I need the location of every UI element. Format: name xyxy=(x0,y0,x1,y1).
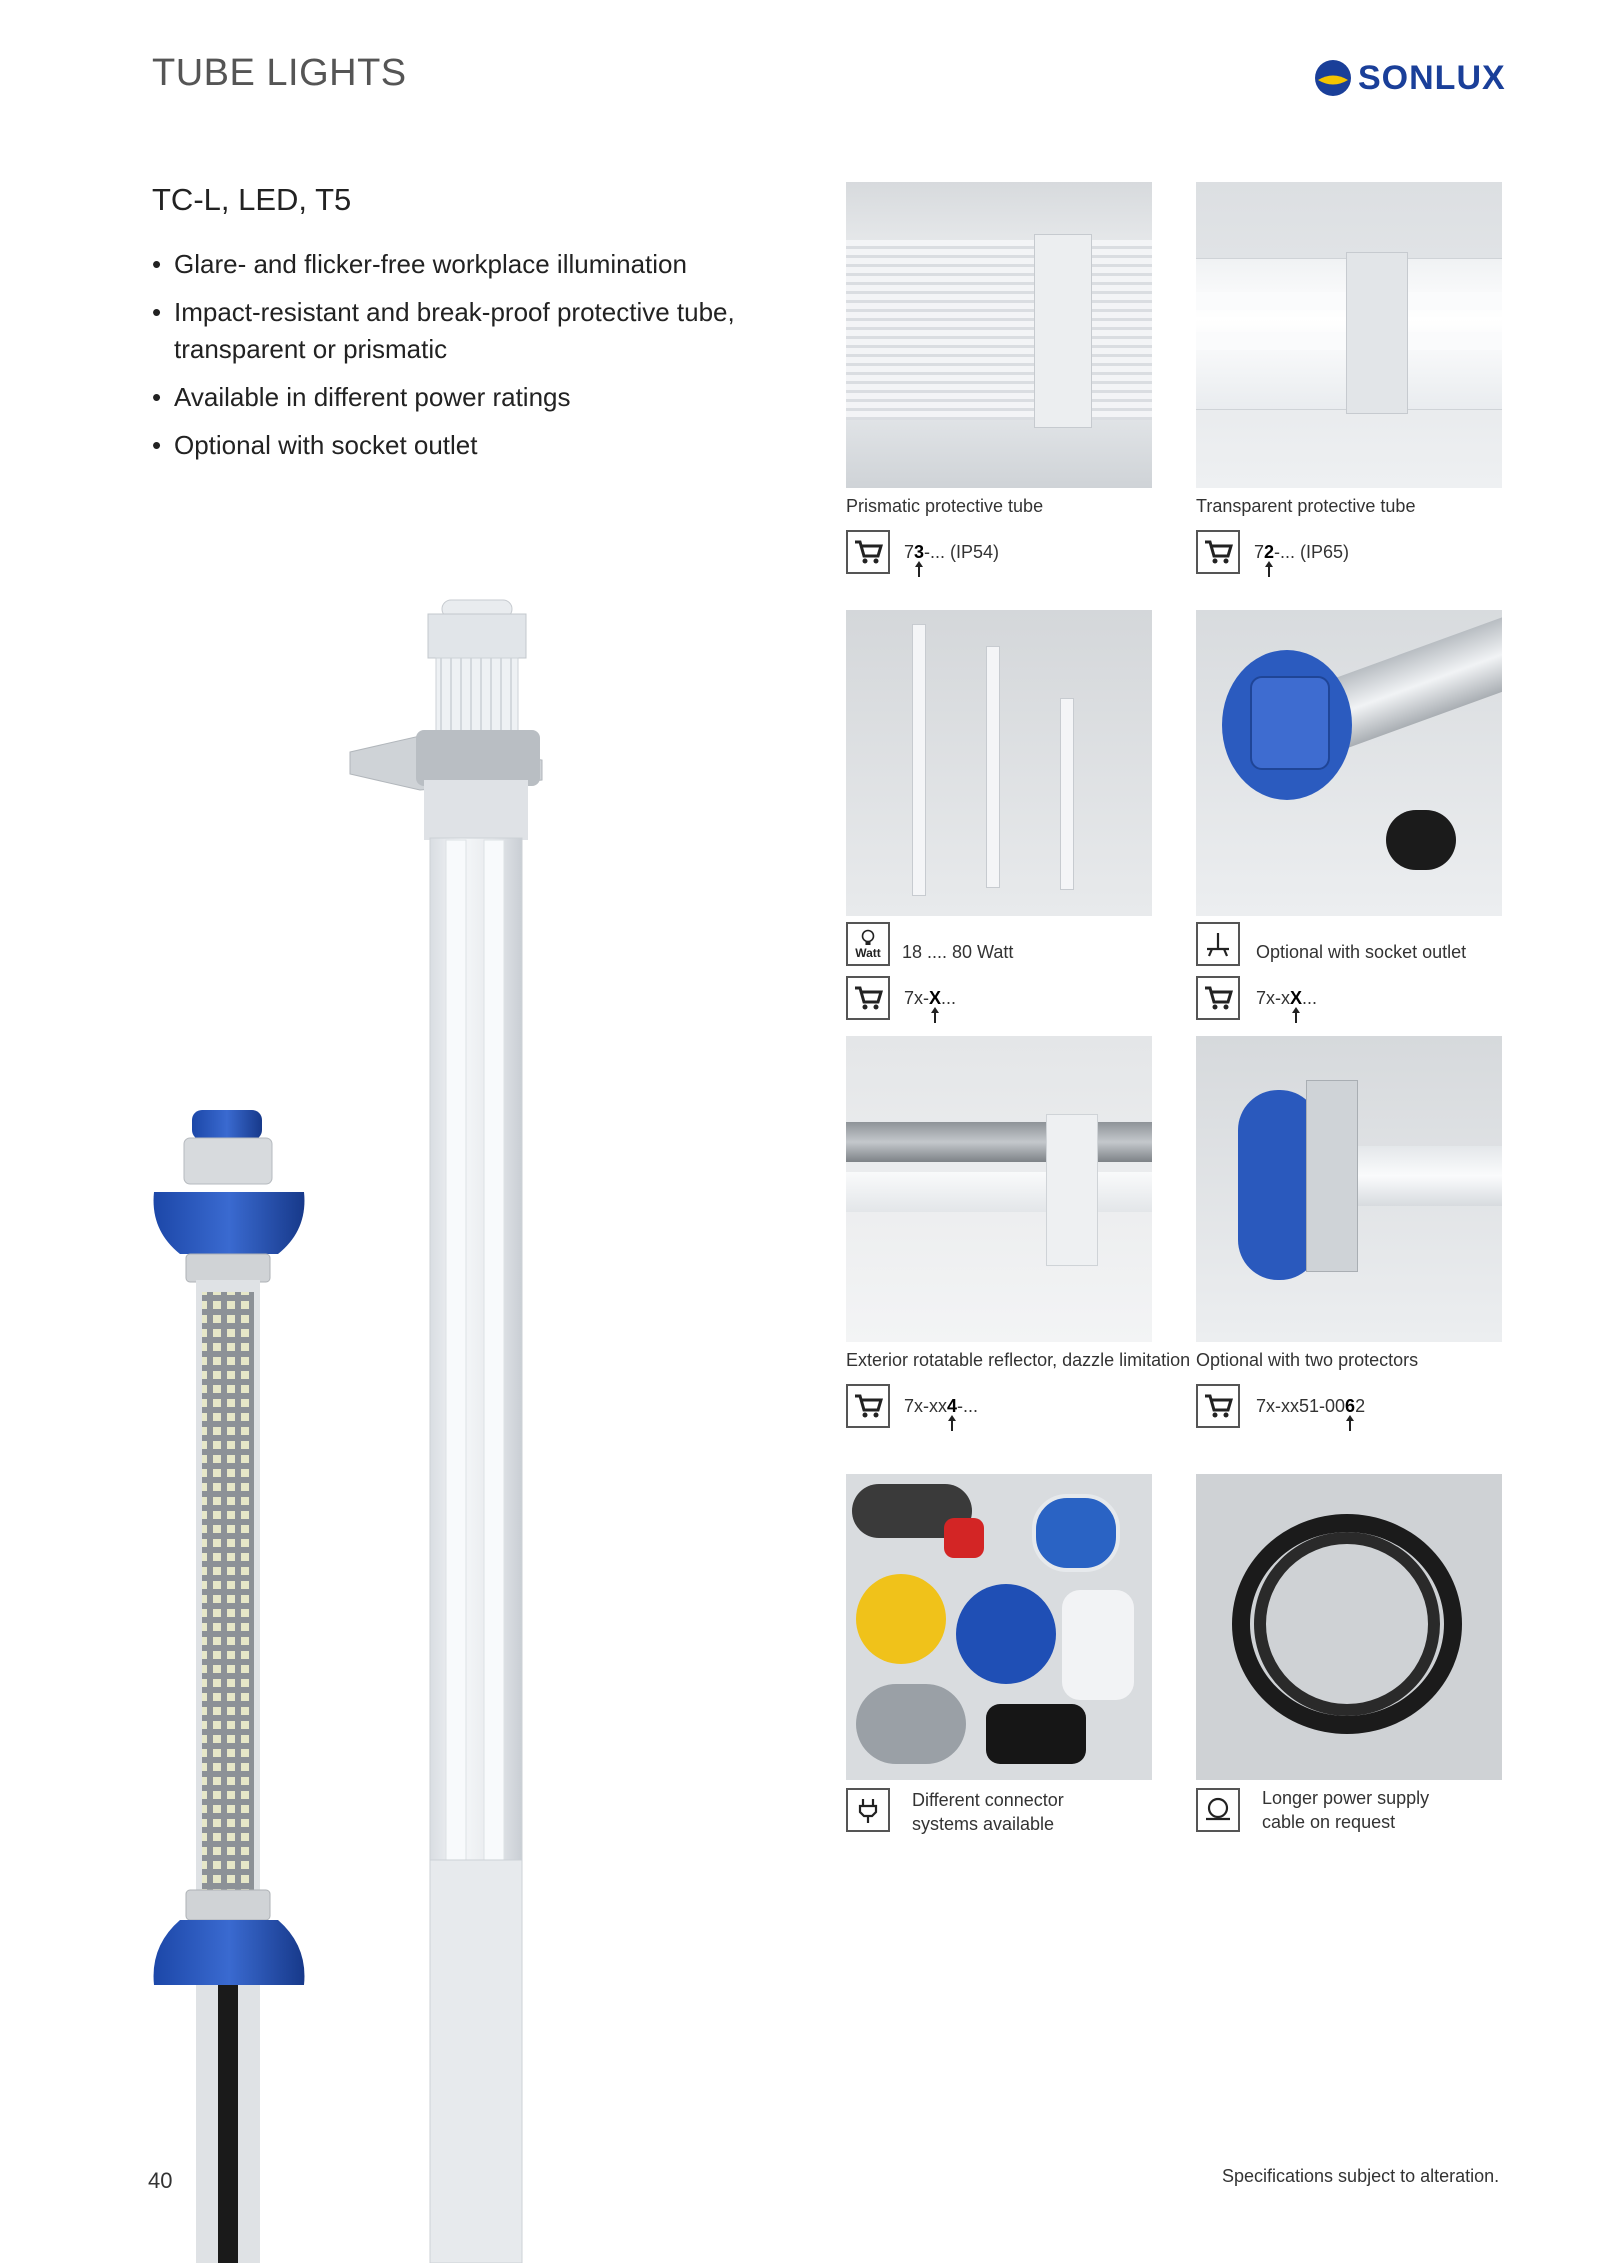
plug-connector-icon xyxy=(846,1788,890,1832)
cart-icon xyxy=(1196,530,1240,574)
cable-coil-icon xyxy=(1196,1788,1240,1832)
connectors-photo xyxy=(846,1474,1152,1780)
transparent-tube-photo xyxy=(1196,182,1502,488)
cart-icon xyxy=(1196,1384,1240,1428)
bulb-watt-icon xyxy=(846,922,890,966)
page-number: 40 xyxy=(148,2168,173,2193)
reflector-code: 7x-xx4-... xyxy=(904,1396,979,1416)
protectors-photo xyxy=(1196,1036,1502,1342)
transparent-caption: Transparent protective tube xyxy=(1196,496,1416,516)
reflector-photo xyxy=(846,1036,1152,1342)
sonlux-logo-icon xyxy=(1314,59,1352,97)
feature-item: • Glare- and flicker-free workplace illumination xyxy=(152,246,792,283)
prismatic-tube-photo xyxy=(846,182,1152,488)
transparent-code: 72-... (IP65) xyxy=(1254,542,1350,562)
watt-caption: 18 .... 80 Watt xyxy=(902,942,1014,962)
footer-note: Specifications subject to alteration. xyxy=(1222,2166,1500,2186)
prismatic-code: 73-... (IP54) xyxy=(904,542,1000,562)
cart-icon xyxy=(846,530,890,574)
page-title: TUBE LIGHTS xyxy=(152,52,407,94)
brand-logo xyxy=(1314,56,1506,100)
connectors-caption-line1: Different connector xyxy=(912,1790,1064,1810)
socket-caption: Optional with socket outlet xyxy=(1256,942,1467,962)
feature-item: • Available in different power ratings xyxy=(152,379,792,416)
feature-list xyxy=(152,246,792,475)
protectors-caption: Optional with two protectors xyxy=(1196,1350,1419,1370)
feature-item: • Impact-resistant and break-proof protective tube, transparent or prismatic xyxy=(152,294,792,368)
protectors-code: 7x-xx51-0062 xyxy=(1256,1396,1366,1416)
power-ratings-photo xyxy=(846,610,1152,916)
connectors-caption xyxy=(912,1788,1064,1836)
cable-caption-line2: cable on request xyxy=(1262,1812,1396,1832)
reflector-caption: Exterior rotatable reflector, dazzle limitation xyxy=(846,1350,1191,1370)
connectors-caption-line2: systems available xyxy=(912,1814,1055,1834)
socket-code: 7x-xX... xyxy=(1256,988,1318,1008)
socket-outlet-icon xyxy=(1196,922,1240,966)
cable-caption xyxy=(1262,1786,1429,1834)
watt-label: Watt xyxy=(855,946,881,960)
tube-lights-hero-image xyxy=(140,570,760,2263)
cart-icon xyxy=(1196,976,1240,1020)
watt-code: 7x-X... xyxy=(904,988,957,1008)
cable-caption-line1: Longer power supply xyxy=(1262,1788,1430,1808)
cart-icon xyxy=(846,976,890,1020)
prismatic-caption: Prismatic protective tube xyxy=(846,496,1044,516)
brand-name: SONLUX xyxy=(1358,58,1506,97)
socket-outlet-photo xyxy=(1196,610,1502,916)
product-subtitle: TC-L, LED, T5 xyxy=(152,182,352,217)
cable-photo xyxy=(1196,1474,1502,1780)
cart-icon xyxy=(846,1384,890,1428)
feature-item: • Optional with socket outlet xyxy=(152,427,792,464)
